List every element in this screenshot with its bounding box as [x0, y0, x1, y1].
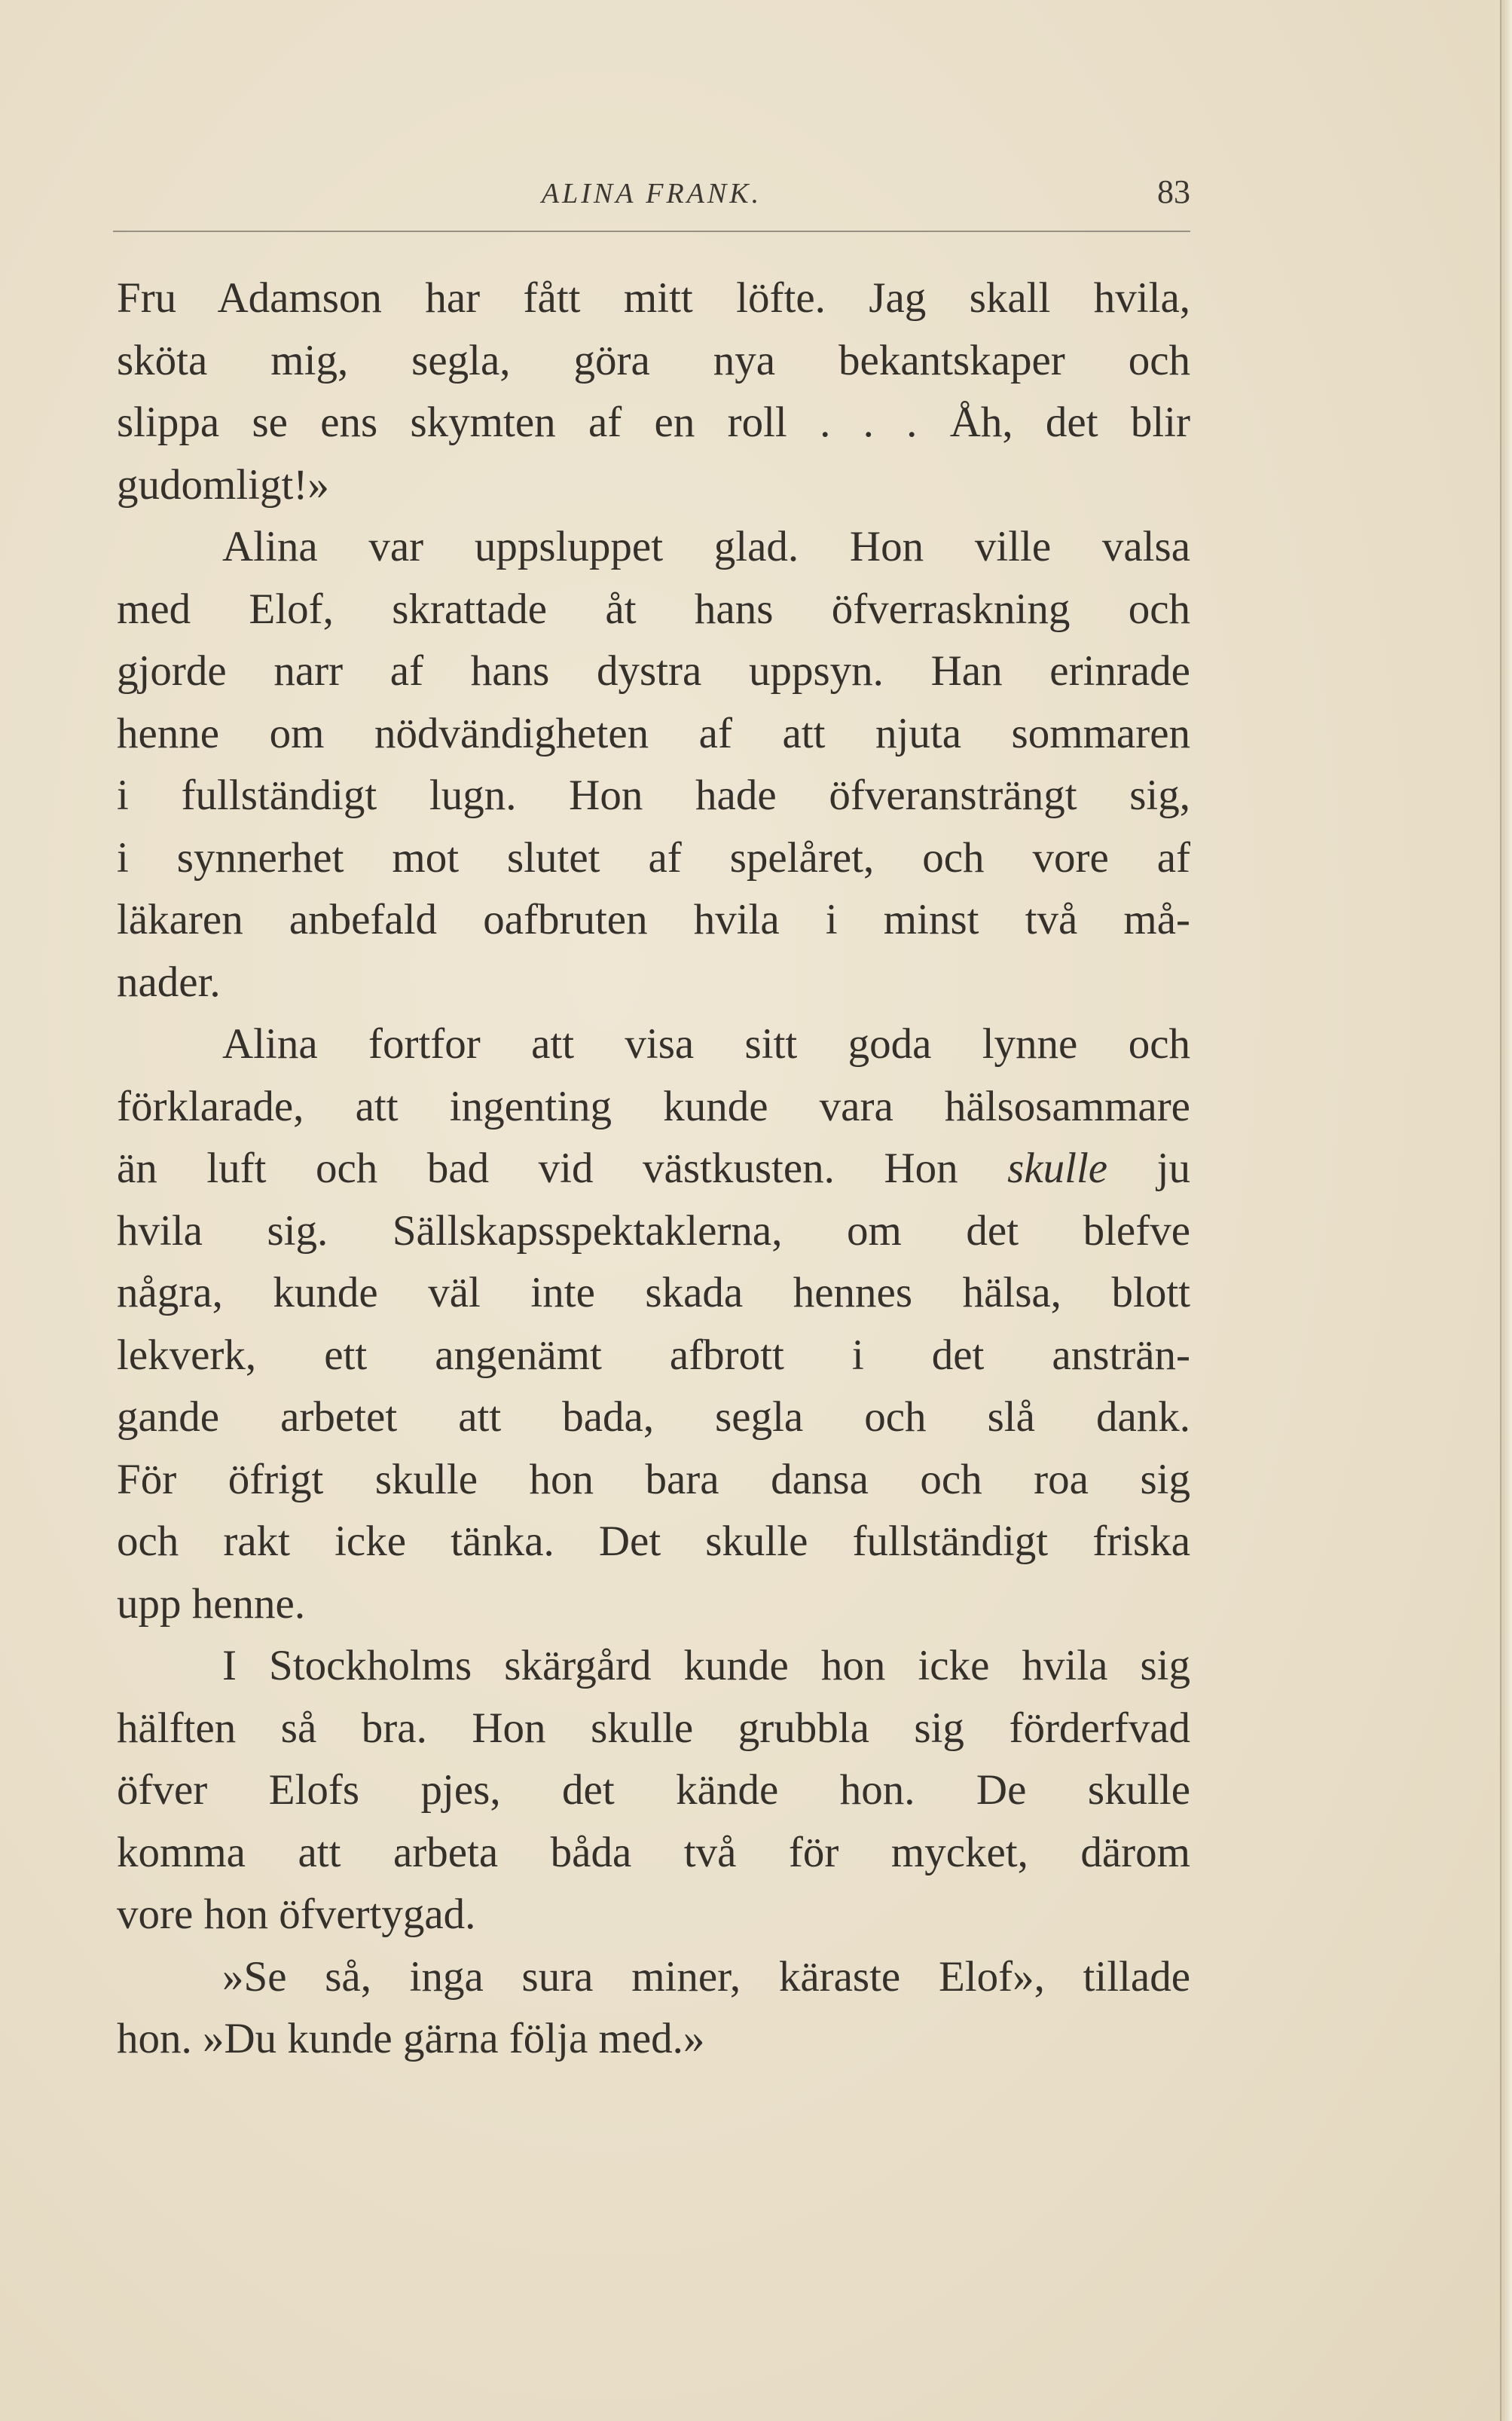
- text-segment: ju: [1107, 1145, 1190, 1192]
- page-header: [113, 170, 1190, 230]
- text-line: i fullständigt lugn. Hon hade öfveransträngt sig,: [117, 772, 1190, 819]
- header-rule: [113, 231, 1190, 232]
- text-line: upp henne.: [117, 1579, 306, 1628]
- text-line: hälften så bra. Hon skulle grubbla sig förderfvad: [117, 1704, 1190, 1752]
- text-line: öfver Elofs pjes, det kände hon. De skulle: [117, 1766, 1190, 1814]
- text-line: och rakt icke tänka. Det skulle fullständigt friska: [117, 1518, 1190, 1565]
- text-line: [117, 1138, 1190, 1200]
- page-edge: [1500, 0, 1512, 2421]
- text-line: förklarade, att ingenting kunde vara hälsosammare: [117, 1082, 1190, 1130]
- text-segment: än luft och bad vid västkusten. Hon: [117, 1145, 1008, 1192]
- text-line: gande arbetet att bada, segla och slå dank.: [117, 1393, 1190, 1441]
- text-line: lekverk, ett angenämt afbrott i det ansträn-: [117, 1331, 1190, 1379]
- text-line: sköta mig, segla, göra nya bekantskaper och: [117, 336, 1190, 384]
- text-line: komma att arbeta båda två för mycket, därom: [117, 1828, 1190, 1876]
- text-line: hon. »Du kunde gärna följa med.»: [117, 2015, 705, 2062]
- text-line: i synnerhet mot slutet af spelåret, och vore af: [117, 833, 1190, 882]
- text-line: gudomligt!»: [117, 460, 329, 509]
- text-line: vore hon öfvertygad.: [117, 1891, 476, 1938]
- text-line: I Stockholms skärgård kunde hon icke hvila sig: [222, 1642, 1190, 1689]
- text-line: »Se så, inga sura miner, käraste Elof», tillade: [222, 1952, 1190, 2001]
- text-line: Fru Adamson har fått mitt löfte. Jag skall hvila,: [117, 274, 1190, 322]
- text-line: några, kunde väl inte skada hennes hälsa, blott: [117, 1269, 1190, 1316]
- text-line: Alina fortfor att visa sitt goda lynne och: [222, 1020, 1190, 1068]
- text-line: henne om nödvändigheten af att njuta sommaren: [117, 709, 1190, 757]
- text-line: För öfrigt skulle hon bara dansa och roa sig: [117, 1455, 1190, 1503]
- body-text: [117, 267, 1190, 2071]
- text-line: med Elof, skrattade åt hans öfverraskning och: [117, 585, 1190, 633]
- text-line: Alina var uppsluppet glad. Hon ville valsa: [222, 523, 1190, 570]
- page-number: 83: [1157, 173, 1190, 210]
- text-line: gjorde narr af hans dystra uppsyn. Han erinrade: [117, 647, 1190, 695]
- text-line: hvila sig. Sällskapsspektaklerna, om det blefve: [117, 1206, 1190, 1255]
- running-title: ALINA FRANK.: [541, 178, 762, 209]
- text-line: slippa se ens skymten af en roll . . . Åh, det blir: [117, 399, 1190, 446]
- text-line: nader.: [117, 958, 221, 1006]
- emphasized-word: skulle: [1007, 1145, 1108, 1192]
- text-line: läkaren anbefald oafbruten hvila i minst två må-: [117, 896, 1190, 943]
